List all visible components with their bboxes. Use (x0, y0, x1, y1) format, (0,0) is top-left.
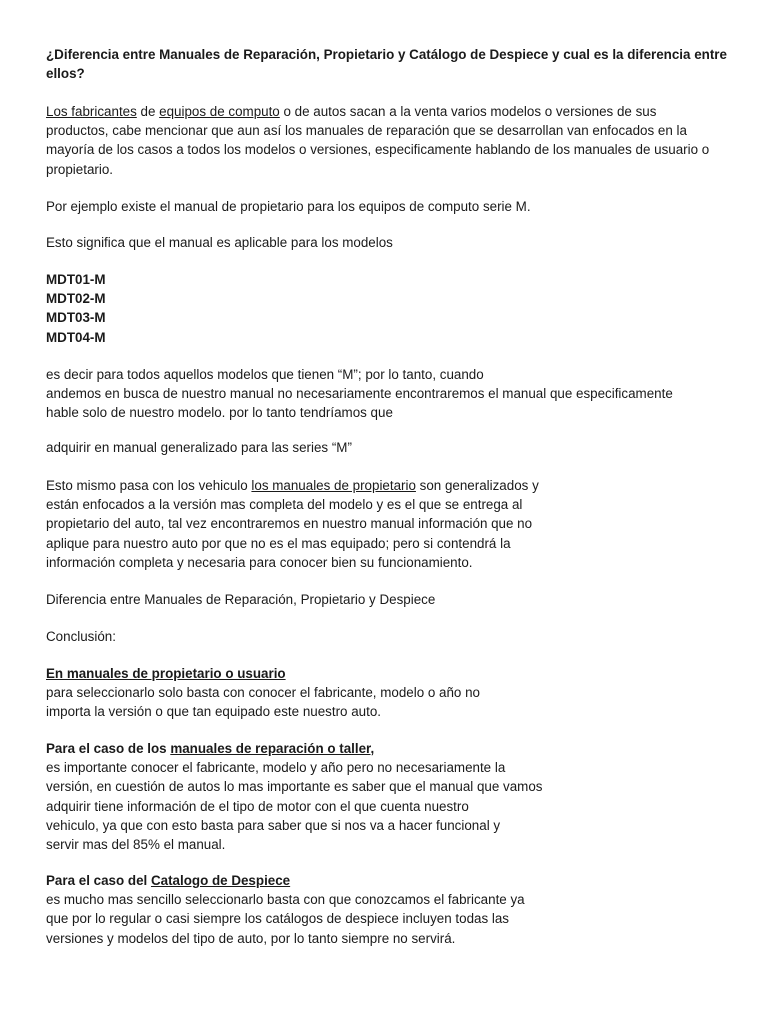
model-item: MDT03-M (46, 310, 106, 326)
repair-line: es importante conocer el fabricante, modelo y año pero no necesariamente la (46, 760, 506, 776)
explanation-paragraph (46, 365, 673, 423)
example-line: Por ejemplo existe el manual de propietario para los equipos de computo serie M. (46, 199, 531, 214)
catalog-heading (46, 871, 525, 890)
repair-line: vehiculo, ya que con esto basta para saber que si nos va a hacer funcional y (46, 817, 501, 833)
catalog-line: versiones y modelos del tipo de auto, por lo tanto siempre no servirá. (46, 930, 456, 946)
repair-line: adquirir tiene información de el tipo de motor con el que cuenta nuestro (46, 798, 469, 814)
catalog-heading-text: Para el caso del (46, 873, 151, 888)
example-paragraph (46, 197, 531, 216)
vehicle-text: Esto mismo pasa con los vehiculo (46, 478, 252, 493)
manuales-propietario-link[interactable]: los manuales de propietario (251, 478, 416, 493)
intro-line: productos, cabe mencionar que aun así los manuales de reparación que se desarrollan van enfocados en la (46, 123, 687, 139)
acquire-line: adquirir en manual generalizado para las series “M” (46, 440, 352, 455)
acquire-paragraph (46, 438, 352, 457)
model-item: MDT04-M (46, 329, 106, 345)
intro-text: o de autos sacan a la venta varios modelos o versiones de sus (279, 104, 657, 119)
vehicle-line: están enfocados a la versión mas completa del modelo y es el que se entrega al (46, 497, 523, 513)
vehicle-text: son generalizados y (415, 478, 539, 493)
owner-line: para seleccionarlo solo basta con conocer el fabricante, modelo o año no (46, 685, 480, 701)
catalog-line: que por lo regular o casi siempre los catálogos de despiece incluyen todas las (46, 911, 509, 927)
intro-paragraph (46, 102, 709, 179)
repair-heading-text: Para el caso de los (46, 741, 171, 756)
catalogo-despiece-link[interactable]: Catalogo de Despiece (150, 873, 291, 888)
vehicle-line: aplique para nuestro auto por que no es el mas equipado; pero si contendrá la (46, 535, 511, 551)
owner-line: importa la versión o que tan equipado este nuestro auto. (46, 704, 381, 720)
catalog-line: es mucho mas sencillo seleccionarlo basta con que conozcamos el fabricante ya (46, 892, 525, 908)
models-list (46, 270, 106, 347)
conclusion-paragraph (46, 627, 116, 646)
vehicle-line: propietario del auto, tal vez encontraremos en nuestro manual información que no (46, 516, 533, 532)
intro-line: propietario. (46, 161, 113, 177)
title-line: ellos? (46, 66, 85, 82)
repair-section (46, 739, 542, 854)
explanation-line: andemos en busca de nuestro manual no necesariamente encontraremos el manual que especificamente (46, 386, 673, 402)
owner-section (46, 664, 480, 722)
repair-heading (46, 739, 542, 758)
title-line: ¿Diferencia entre Manuales de Reparación, Propietario y Catálogo de Despiece y cual es la diferencia entre (46, 47, 727, 62)
catalog-section (46, 871, 525, 948)
subtitle-line: Diferencia entre Manuales de Reparación, Propietario y Despiece (46, 592, 436, 607)
owner-heading[interactable]: En manuales de propietario o usuario (46, 666, 286, 681)
model-item: MDT01-M (46, 272, 106, 287)
repair-line: servir mas del 85% el manual. (46, 836, 226, 852)
applicable-paragraph (46, 233, 393, 252)
equipos-computo-link[interactable]: equipos de computo (159, 104, 280, 119)
repair-line: versión, en cuestión de autos lo mas importante es saber que el manual que vamos (46, 779, 543, 795)
conclusion-label: Conclusión: (46, 629, 116, 644)
intro-line: mayoría de los casos a todos los modelos o versiones, especificamente hablando de los manuales de usuario o (46, 142, 710, 158)
repair-heading-text: , (370, 741, 375, 756)
explanation-line: hable solo de nuestro modelo. por lo tanto tendríamos que (46, 405, 393, 421)
document-title (46, 45, 727, 83)
explanation-line: es decir para todos aquellos modelos que tienen “M”; por lo tanto, cuando (46, 367, 484, 382)
vehicle-line (46, 476, 539, 495)
fabricantes-link[interactable]: Los fabricantes (46, 104, 137, 119)
vehicle-line: información completa y necesaria para conocer bien su funcionamiento. (46, 554, 473, 570)
vehicle-paragraph (46, 476, 539, 572)
intro-text: de (136, 104, 160, 119)
intro-line (46, 102, 709, 121)
subtitle-paragraph (46, 590, 435, 609)
manuales-reparacion-link[interactable]: manuales de reparación o taller (170, 741, 371, 756)
model-item: MDT02-M (46, 291, 106, 307)
applicable-line: Esto significa que el manual es aplicable para los modelos (46, 235, 393, 250)
